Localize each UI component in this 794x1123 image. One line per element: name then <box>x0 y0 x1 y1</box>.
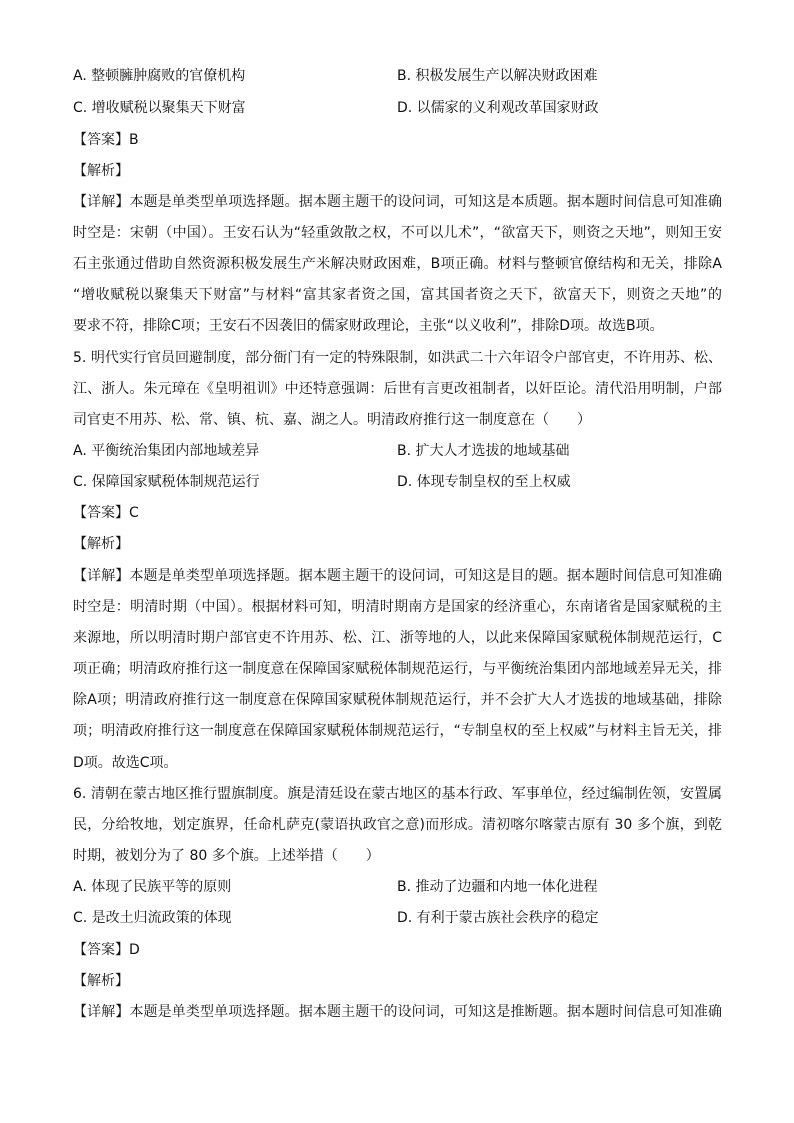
q6-option-b: B. 推动了边疆和内地一体化进程 <box>397 879 598 895</box>
q6-stem-line: 民，分给牧地，划定旗界，任命札萨克(蒙语执政官之意)而形成。清初喀尔喀蒙古原有 30 多个旗，到乾 <box>73 817 722 833</box>
q5-option-d: D. 体现专制皇权的至上权威 <box>397 474 571 490</box>
q6-detail-line: 【详解】本题是单类型单项选择题。据本题主题干的设问词，可知这是推断题。据本题时间信息可知准确 <box>73 1004 722 1020</box>
q5-answer: 【答案】C <box>73 505 139 521</box>
q4-option-b: B. 积极发展生产以解决财政困难 <box>397 68 598 84</box>
q4-option-a: A. 整顿臃肿腐败的官僚机构 <box>73 68 246 84</box>
q5-detail-line: 来源地，所以明清时期户部官吏不许用苏、松、江、浙等地的人，以此来保障国家赋税体制规范运行，C <box>73 630 722 646</box>
q5-stem-line: 司官吏不用苏、松、常、镇、杭、嘉、湖之人。明清政府推行这一制度意在（ ） <box>73 412 591 428</box>
q5-option-c: C. 保障国家赋税体制规范运行 <box>73 474 260 490</box>
q4-detail-line: “增收赋税以聚集天下财富”与材料“富其家者资之国，富其国者资之天下，欲富天下，则资之天地”的 <box>73 287 722 303</box>
q6-analysis-label: 【解析】 <box>73 973 129 989</box>
q5-stem-line: 5. 明代实行官员回避制度，部分衙门有一定的特殊限制，如洪武二十六年诏令户部官吏，不许用苏、松、 <box>73 350 722 366</box>
q6-stem-line: 6. 清朝在蒙古地区推行盟旗制度。旗是清廷设在蒙古地区的基本行政、军事单位，经过编制佐领，安置属 <box>73 786 722 802</box>
q4-analysis-label: 【解析】 <box>73 163 129 179</box>
q5-detail-line: 项正确；明清政府推行这一制度意在保障国家赋税体制规范运行，与平衡统治集团内部地域差异无关，排 <box>73 661 722 677</box>
q5-stem-line: 江、浙人。朱元璋在《皇明祖训》中还特意强调：后世有言更改祖制者，以奸臣论。清代沿用明制，户部 <box>73 381 722 397</box>
q5-detail-line: 项；明清政府推行这一制度意在保障国家赋税体制规范运行，“专制皇权的至上权威”与材料主旨无关，排 <box>73 723 722 739</box>
q5-detail-line: 【详解】本题是单类型单项选择题。据本题主题干的设问词，可知这是目的题。据本题时间信息可知准确 <box>73 568 722 584</box>
q4-detail-line: 石主张通过借助自然资源积极发展生产米解决财政困难，B项正确。材料与整顿官僚结构和无关，排除A <box>73 256 722 272</box>
q5-detail-line: D项。故选C项。 <box>73 755 178 771</box>
q5-option-a: A. 平衡统治集团内部地域差异 <box>73 443 260 459</box>
q4-option-d: D. 以儒家的义利观改革国家财政 <box>397 100 599 116</box>
q5-option-b: B. 扩大人才选拔的地域基础 <box>397 443 570 459</box>
q5-analysis-label: 【解析】 <box>73 536 129 552</box>
q6-option-d: D. 有利于蒙古族社会秩序的稳定 <box>397 910 599 926</box>
q4-detail-line: 要求不符，排除C项；王安石不因袭旧的儒家财政理论，主张“以义收利”，排除D项。故选B项。 <box>73 318 664 334</box>
q5-detail-line: 时空是：明清时期（中国）。根据材料可知，明清时期南方是国家的经济重心，东南诸省是国家赋税的主 <box>73 599 722 615</box>
q6-option-a: A. 体现了民族平等的原则 <box>73 879 232 895</box>
q6-stem-line: 时期，被划分为了 80 多个旗。上述举措（ ） <box>73 848 380 864</box>
q4-option-c: C. 增收赋税以聚集天下财富 <box>73 100 246 116</box>
q4-detail-line: 【详解】本题是单类型单项选择题。据本题主题干的设问词，可知这是本质题。据本题时间信息可知准确 <box>73 194 722 210</box>
q4-detail-line: 时空是：宋朝（中国）。王安石认为“轻重敛散之权，不可以儿术”，“欲富天下，则资之天地”，则知王安 <box>73 225 722 241</box>
q4-answer: 【答案】B <box>73 132 139 148</box>
q5-detail-line: 除A项；明清政府推行这一制度意在保障国家赋税体制规范运行，并不会扩大人才选拔的地域基础，排除 <box>73 692 722 708</box>
q6-answer: 【答案】D <box>73 942 140 958</box>
q6-option-c: C. 是改土归流政策的体现 <box>73 910 232 926</box>
